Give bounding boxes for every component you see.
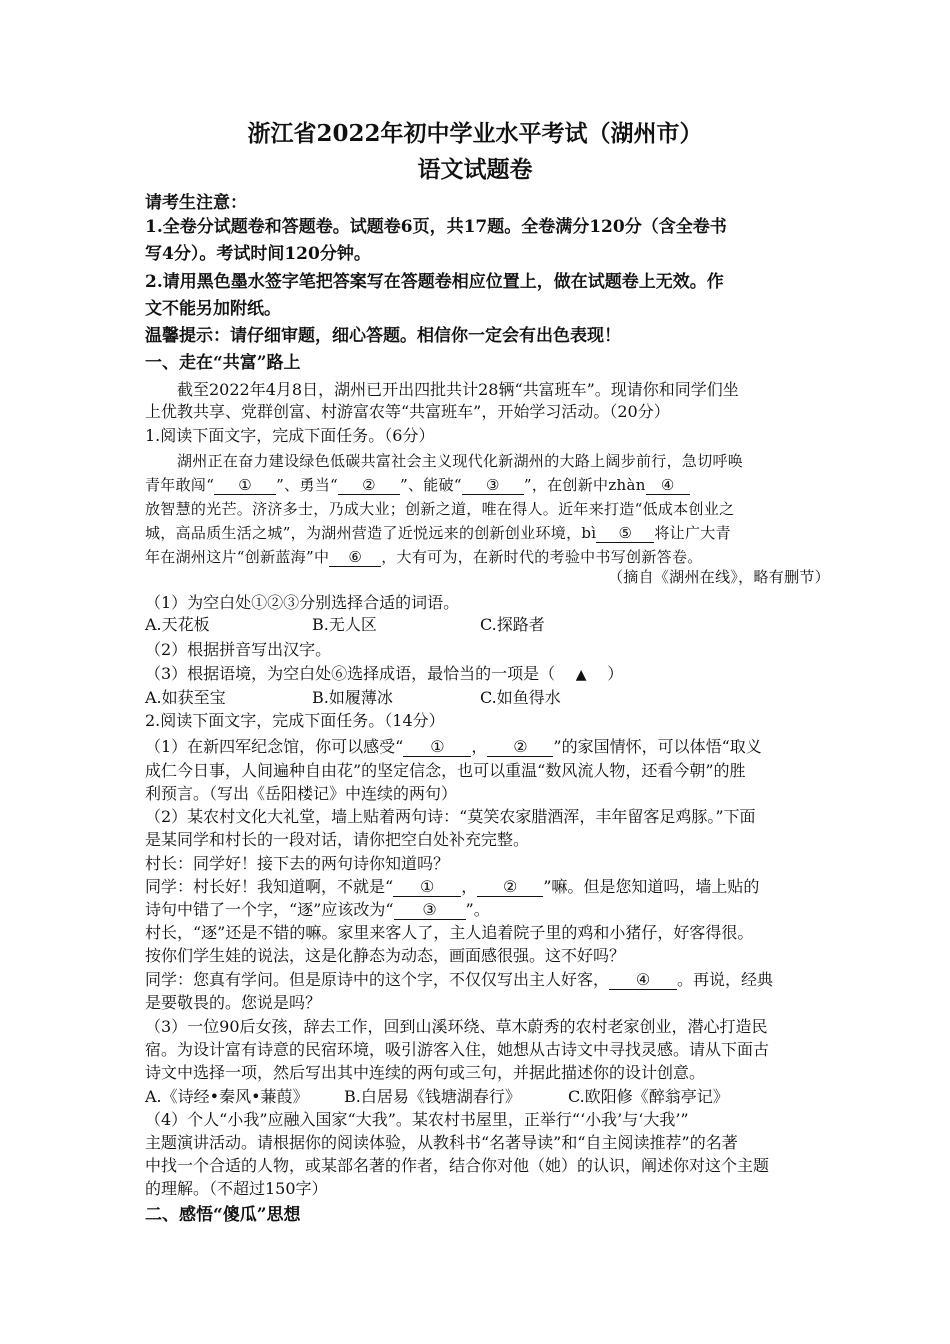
blank-2[interactable]: ② [338,476,400,495]
dialogue-line: 村长，“逐”还是不错的嘛。家里来客人了，主人追着院子里的鸡和小猪仔，好客得很。 [145,923,754,942]
notice-line: 文不能另加附纸。 [145,299,281,319]
dialogue-line: 按你们学生娃的说法，这是化静态为动态，画面感很强。这不好吗？ [145,946,626,965]
option-c[interactable]: C.如鱼得水 [480,688,561,707]
blank-3[interactable]: ③ [394,901,466,920]
dialogue-line: 同学：您真有学问。但是原诗中的这个字，不仅仅写出主人好客， ④ 。再说，经典 [145,970,774,989]
section-heading: 二、感悟“傻瓜”思想 [145,1205,301,1225]
notice-tip: 温馨提示：请仔细审题，细心答题。相信你一定会有出色表现！ [145,326,621,346]
text-line: 是某同学和村长的一段对话，请你把空白处补充完整。 [145,830,530,849]
passage-source: （摘自《湖州在线》，略有删节） [607,568,830,586]
sub-question: （2）某农村文化大礼堂，墙上贴着两句诗：“莫笑农家腊酒浑，丰年留客足鸡豚。”下面 [145,807,756,826]
question-stem: 1.阅读下面文字，完成下面任务。（6分） [145,426,435,445]
sub-question: （3）一位90后女孩，辞去工作，回到山溪环绕、草木蔚秀的农村老家创业，潜心打造民 [145,1017,768,1036]
blank-3[interactable]: ③ [462,476,524,495]
blank-1[interactable]: ① [393,878,461,897]
question-stem: 2.阅读下面文字，完成下面任务。（14分） [145,711,445,730]
text-line: 的理解。（不超过150字） [145,1179,328,1198]
option-c[interactable]: C.欧阳修《醉翁亭记》 [568,1087,729,1106]
dialogue-line: 村长：同学好！接下去的两句诗你知道吗？ [145,854,450,873]
section-intro: 截至2022年4月8日，湖州已开出四批共计28辆“共富班车”。现请你和同学们坐 [177,380,739,399]
exam-subtitle: 语文试题卷 [417,156,533,183]
notice-line: 2.请用黑色墨水签字笔把答案写在答题卷相应位置上，做在试题卷上无效。作 [145,272,724,292]
section-intro: 上优教共享、党群创富、村游富农等“共富班车”，开始学习活动。（20分） [145,402,670,421]
text-line: 利预言。（写出《岳阳楼记》中连续的两句） [145,784,458,803]
option-c[interactable]: C.探路者 [480,615,545,634]
option-b[interactable]: B.无人区 [312,615,377,634]
sub-question: （4）个人“小我”应融入国家“大我”。某农村书屋里，正举行“‘小我’与‘大我’” [145,1110,689,1129]
blank-1[interactable]: ① [403,738,471,757]
section-heading: 一、走在“共富”路上 [145,353,301,373]
blank-1[interactable]: ① [214,476,276,495]
blank-2[interactable]: ② [477,878,543,897]
sub-question: （1）在新四军纪念馆，你可以感受“ ① ， ② ”的家国情怀，可以体悟“取义 [145,737,762,756]
sub-question: （2）根据拼音写出汉字。 [145,640,332,659]
passage-line: 湖州正在奋力建设绿色低碳共富社会主义现代化新湖州的大路上阔步前行，急切呼唤 [177,452,744,470]
notice-line: 写4分）。考试时间120分钟。 [145,244,371,264]
notice-line: 1.全卷分试题卷和答题卷。试题卷6页，共17题。全卷满分120分（含全卷书 [145,217,727,237]
answer-marker-icon[interactable]: ▲ [575,667,587,683]
option-a[interactable]: A.《诗经•秦风•蒹葭》 [145,1087,309,1106]
option-b[interactable]: B.白居易《钱塘湖春行》 [344,1087,521,1106]
blank-2[interactable]: ② [487,738,553,757]
text-line: 成仁今日事，人间遍种自由花”的坚定信念，也可以重温“数风流人物，还看今朝”的胜 [145,761,746,780]
blank-4[interactable]: ④ [609,971,677,990]
blank-5[interactable]: ⑤ [596,524,654,543]
text-line: 宿。为设计富有诗意的民宿环境，吸引游客入住，她想从古诗文中寻找灵感。请从下面古 [145,1040,770,1059]
exam-title: 浙江省2022年初中学业水平考试（湖州市） [247,120,703,147]
passage-line: 年在湖州这片“创新蓝海”中 ⑥ ，大有可为，在新时代的考验中书写创新答卷。 [145,548,703,566]
option-b[interactable]: B.如履薄冰 [312,688,393,707]
blank-4[interactable]: ④ [646,476,690,495]
text-line: 主题演讲活动。请根据你的阅读体验，从教科书“名著导读”和“自主阅读推荐”的名著 [145,1133,738,1152]
dialogue-line: 诗句中错了一个字，“逐”应该改为“ ③ ”。 [145,900,490,919]
passage-line: 青年敢闯“ ① ”、勇当“ ② ”、能破“ ③ ”，在创新中zhàn ④ [145,474,690,496]
passage-line: 放智慧的光芒。济济多士，乃成大业；创新之道，唯在得人。近年来打造“低成本创业之 [145,500,735,518]
blank-6[interactable]: ⑥ [329,548,381,567]
sub-question: （3）根据语境，为空白处⑥选择成语，最恰当的一项是（ ▲ ） [145,663,623,686]
text-line: 中找一个合适的人物，或某部名著的作者，结合你对他（她）的认识，阐述你对这个主题 [145,1156,770,1175]
option-a[interactable]: A.如获至宝 [145,688,226,707]
notice-heading: 请考生注意： [145,193,247,213]
text-line: 诗文中选择一项，然后写出其中连续的两句或三句，并据此描述你的设计创意。 [145,1063,706,1082]
dialogue-line: 同学：村长好！我知道啊，不就是“ ① ， ② ”嘛。但是您知道吗，墙上贴的 [145,877,760,896]
sub-question: （1）为空白处①②③分别选择合适的词语。 [145,593,460,612]
option-a[interactable]: A.天花板 [145,615,210,634]
dialogue-line: 是要敬畏的。您说是吗？ [145,993,322,1012]
passage-line: 城，高品质生活之城”，为湖州营造了近悦远来的创新创业环境，bì ⑤ 将让广大青 [145,524,731,542]
